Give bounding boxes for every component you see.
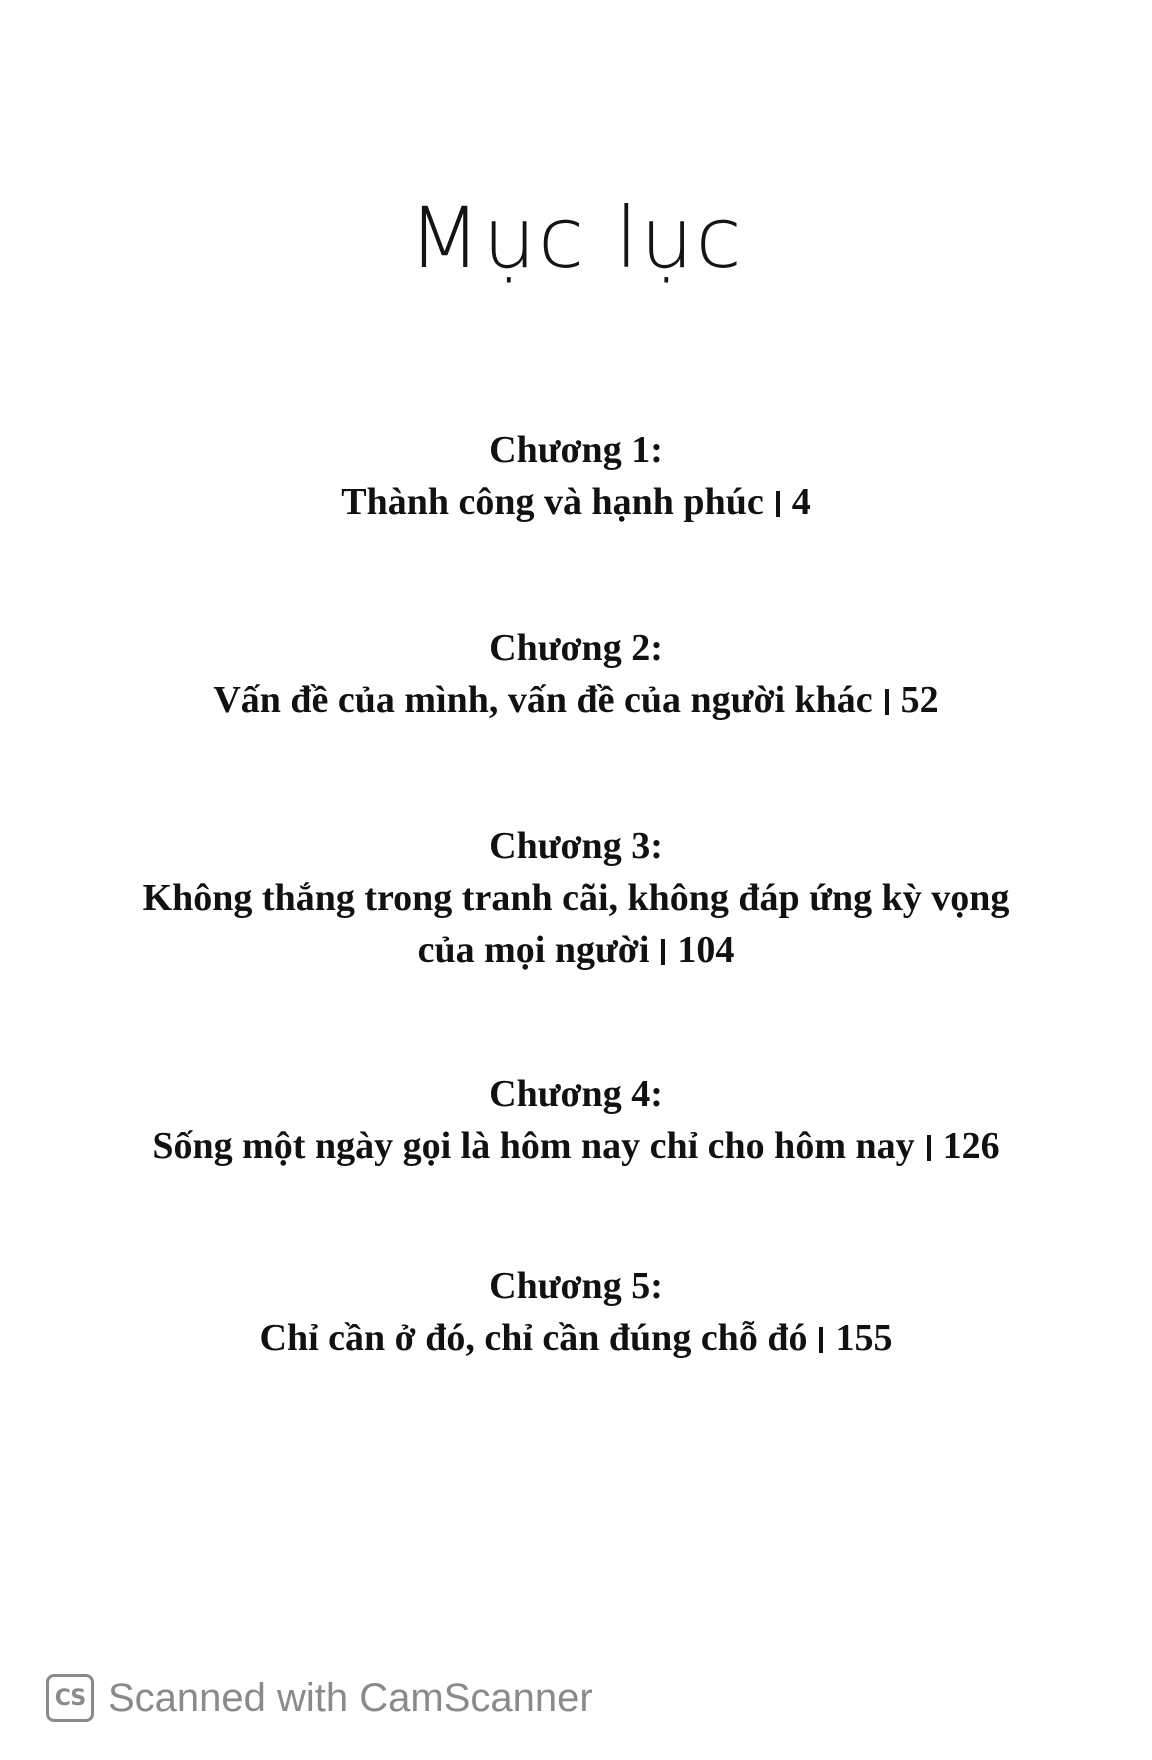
separator-bar — [885, 689, 889, 715]
separator-bar — [819, 1327, 823, 1353]
chapter-heading: Chương 1: — [489, 429, 663, 471]
toc-entry-chapter-4 — [0, 1068, 1152, 1172]
separator-bar — [661, 939, 665, 965]
chapter-page-number: 104 — [677, 929, 735, 971]
chapter-page-number: 4 — [791, 481, 811, 523]
toc-entry-chapter-5 — [0, 1260, 1152, 1364]
separator-bar — [776, 491, 780, 517]
toc-entry-chapter-3 — [0, 820, 1152, 976]
page-title: Mục lục — [408, 189, 744, 287]
toc-entry-chapter-2 — [0, 622, 1152, 726]
chapter-title: Vấn đề của mình, vấn đề của người khác — [213, 679, 873, 721]
chapter-title-line — [0, 674, 1152, 726]
chapter-title-line — [0, 1120, 1152, 1172]
watermark-text: Scanned with CamScanner — [108, 1675, 593, 1720]
chapter-page-number: 126 — [942, 1125, 1000, 1167]
chapter-page-number: 52 — [900, 679, 939, 721]
chapter-title: Thành công và hạnh phúc — [341, 481, 764, 523]
chapter-heading: Chương 2: — [489, 627, 663, 669]
chapter-title: Chỉ cần ở đó, chỉ cần đúng chỗ đó — [259, 1317, 808, 1359]
camscanner-logo-icon: CS — [46, 1674, 94, 1722]
chapter-title-line — [0, 476, 1152, 528]
chapter-title: Sống một ngày gọi là hôm nay chỉ cho hôm nay — [152, 1125, 915, 1167]
camscanner-watermark — [46, 1674, 593, 1722]
chapter-title-line — [136, 872, 1016, 976]
chapter-page-number: 155 — [835, 1317, 893, 1359]
chapter-title: Không thắng trong tranh cãi, không đáp ứng kỳ vọng của mọi người — [142, 877, 1010, 971]
toc-entry-chapter-1 — [0, 424, 1152, 528]
separator-bar — [927, 1135, 931, 1161]
chapter-heading: Chương 5: — [489, 1265, 663, 1307]
chapter-heading: Chương 3: — [489, 825, 663, 867]
chapter-title-line — [0, 1312, 1152, 1364]
chapter-heading: Chương 4: — [489, 1073, 663, 1115]
